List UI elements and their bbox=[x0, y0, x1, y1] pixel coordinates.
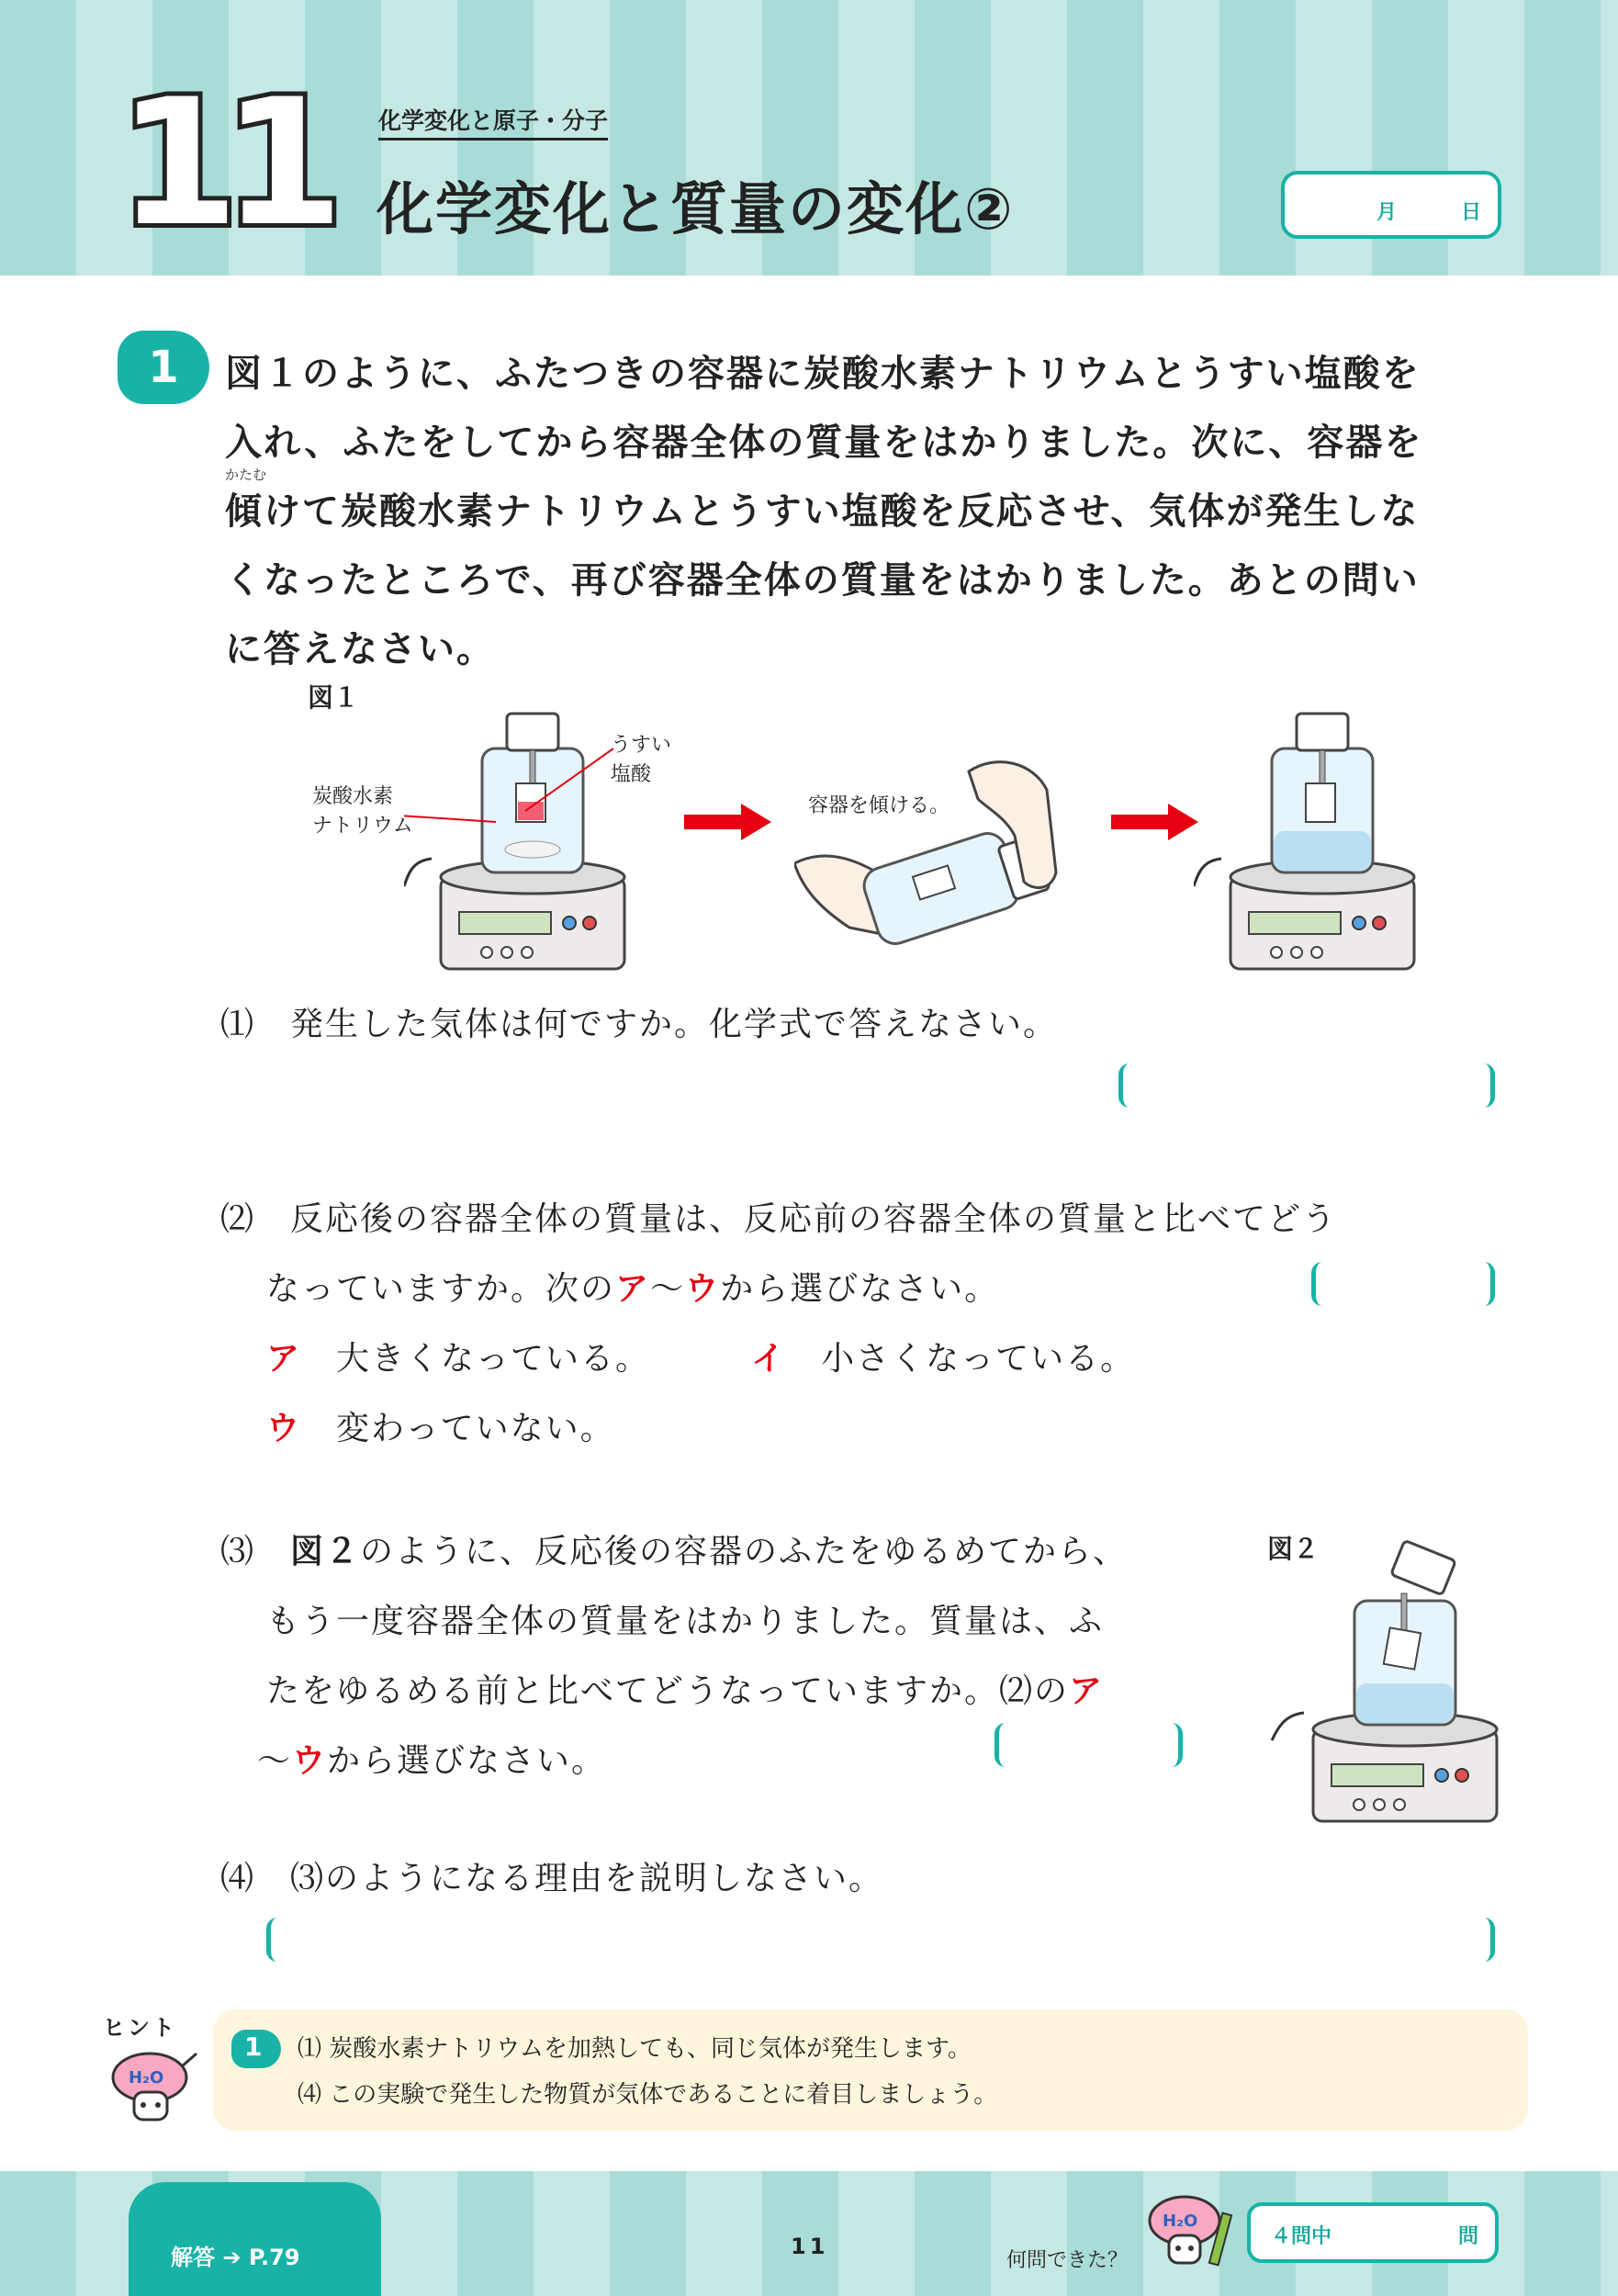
page-title: 化学変化と質量の変化② bbox=[376, 175, 1015, 242]
subquestion-3 bbox=[220, 1517, 1128, 1796]
scale-with-container-after bbox=[1194, 693, 1423, 978]
hint-badge-number: 1 bbox=[244, 2032, 263, 2062]
subq-text: なっていますか。次の bbox=[266, 1270, 616, 1308]
figure2-label: 図２ bbox=[1267, 1534, 1320, 1564]
choice-letter: ア bbox=[615, 1270, 651, 1308]
mascot-label: H₂O bbox=[129, 2068, 164, 2088]
subq-text: 発生した気体は何ですか。化学式で答えなさい。 bbox=[290, 1006, 1059, 1043]
subq-number: ⑷ bbox=[220, 1860, 256, 1897]
score-prefix: ４問中 bbox=[1271, 2225, 1332, 2248]
hint-text bbox=[298, 2026, 997, 2118]
hint-line: ⑷ この実験で発生した物質が気体であることに着目しましょう。 bbox=[298, 2081, 998, 2109]
date-month-label: 月 bbox=[1376, 201, 1398, 224]
sodium-label-line1: 炭酸水素 bbox=[312, 785, 394, 808]
subq-number: ⑶ bbox=[220, 1533, 256, 1570]
subq-text: ⑶のようになる理由を説明しなさい。 bbox=[290, 1860, 884, 1897]
hint-line: ⑴ 炭酸水素ナトリウムを加熱しても、同じ気体が発生します。 bbox=[298, 2035, 972, 2063]
page-number: 11 bbox=[791, 2234, 829, 2259]
unit-label: 化学変化と原子・分子 bbox=[378, 103, 608, 141]
question-badge bbox=[118, 331, 209, 404]
scale-with-container-before bbox=[404, 693, 634, 978]
intro-line: 入れ、ふたをしてから容器全体の質量をはかりました。次に、容器を bbox=[225, 422, 1423, 464]
answer-field-2[interactable] bbox=[1311, 1262, 1495, 1306]
choice-letter: ア bbox=[1069, 1672, 1105, 1710]
acid-label-line1: うすい bbox=[611, 734, 672, 757]
option-c-text: 変わっていない。 bbox=[336, 1410, 615, 1447]
right-arrow-icon bbox=[1111, 804, 1198, 840]
option-c-letter: ウ bbox=[266, 1410, 302, 1447]
mascot-label: H₂O bbox=[1163, 2212, 1198, 2231]
answer-reference: 解答 ➔ P.79 bbox=[171, 2245, 300, 2270]
subq-number: ⑵ bbox=[220, 1200, 256, 1238]
answer-field-3[interactable] bbox=[994, 1723, 1183, 1767]
acid-label-line2: 塩酸 bbox=[611, 763, 652, 786]
choice-letter: ウ bbox=[292, 1742, 328, 1780]
answer-reference-tab[interactable] bbox=[129, 2182, 381, 2296]
ruby-furigana: かたむ bbox=[225, 467, 267, 483]
date-field[interactable] bbox=[1281, 171, 1501, 239]
option-b-text: 小さくなっている。 bbox=[821, 1340, 1136, 1378]
subq-text: 反応後の容器全体の質量は、反応前の容器全体の質量と比べてどう bbox=[290, 1200, 1338, 1238]
subq-text: もう一度容器全体の質量をはかりました。質量は、ふ bbox=[266, 1603, 1105, 1640]
choice-letter: ウ bbox=[685, 1270, 721, 1308]
subq-text: たをゆるめる前と比べてどうなっていますか。⑵の bbox=[266, 1672, 1070, 1710]
subq-text: から選びなさい。 bbox=[720, 1270, 1000, 1308]
subquestion-4 bbox=[220, 1844, 883, 1914]
sodium-label-line2: ナトリウム bbox=[312, 815, 413, 838]
tilt-label: 容器を傾ける。 bbox=[808, 794, 950, 817]
subquestion-1 bbox=[220, 990, 1058, 1060]
subq-text: から選びなさい。 bbox=[327, 1742, 607, 1780]
figure2-ref: 図２ bbox=[290, 1533, 361, 1570]
subq-text: のように、反応後の容器のふたをゆるめてから、 bbox=[360, 1533, 1129, 1570]
intro-line: くなったところで、再び容器全体の質量をはかりました。あとの問い bbox=[225, 559, 1420, 602]
intro-line: 図１のように、ふたつきの容器に炭酸水素ナトリウムとうすい塩酸を bbox=[225, 353, 1421, 395]
option-b-letter: イ bbox=[751, 1340, 787, 1378]
hint-box bbox=[213, 2009, 1528, 2131]
unit-number: 11 bbox=[118, 62, 328, 264]
subq-number: ⑴ bbox=[220, 1006, 256, 1043]
answer-field-1[interactable] bbox=[1118, 1064, 1495, 1108]
right-arrow-icon bbox=[684, 804, 771, 840]
option-a-letter: ア bbox=[266, 1340, 302, 1378]
figure1-label: 図１ bbox=[308, 682, 360, 713]
question-intro bbox=[225, 340, 1511, 684]
mascot-with-pencil-icon bbox=[1139, 2186, 1240, 2278]
score-field[interactable] bbox=[1247, 2202, 1499, 2263]
score-prompt: 何問できた？ bbox=[1006, 2249, 1129, 2272]
option-a-text: 大きくなっている。 bbox=[336, 1340, 651, 1378]
answer-field-4[interactable] bbox=[266, 1918, 1495, 1962]
subq-text: ～ bbox=[257, 1742, 293, 1780]
intro-line: 傾けて炭酸水素ナトリウムとうすい塩酸を反応させ、気体が発生しな bbox=[225, 490, 1420, 533]
tilted-container-in-hands bbox=[794, 753, 1061, 960]
hint-badge bbox=[231, 2030, 281, 2068]
scale-with-loosened-lid bbox=[1267, 1529, 1506, 1832]
subquestion-2 bbox=[220, 1185, 1337, 1464]
subq-text: ～ bbox=[650, 1270, 686, 1308]
intro-line: に答えなさい。 bbox=[225, 628, 495, 670]
question-number: 1 bbox=[148, 342, 179, 393]
hint-label: ヒント bbox=[103, 2015, 177, 2041]
date-day-label: 日 bbox=[1461, 201, 1482, 224]
score-suffix: 問 bbox=[1458, 2225, 1479, 2248]
mascot-icon bbox=[108, 2048, 200, 2131]
